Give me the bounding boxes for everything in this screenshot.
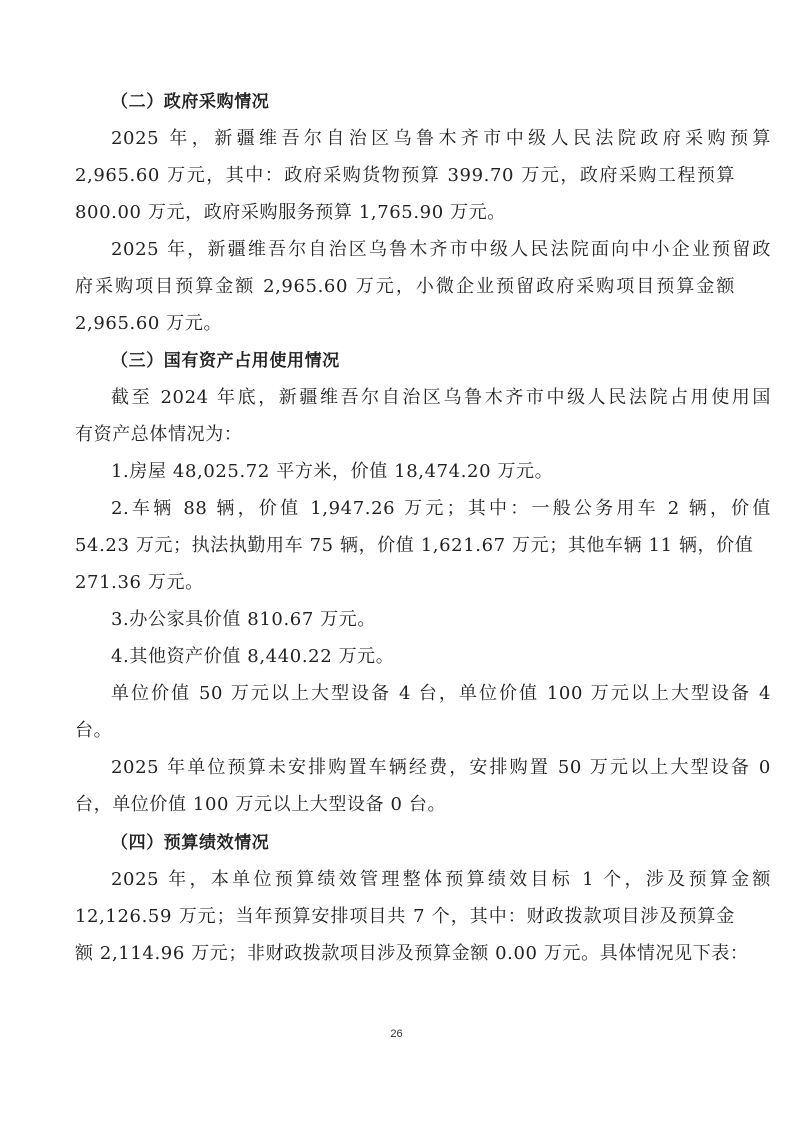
- section-heading-performance: （四）预算绩效情况: [111, 833, 270, 853]
- paragraph-line: 有资产总体情况为：: [75, 424, 243, 445]
- section-heading-assets: （三）国有资产占用使用情况: [111, 351, 340, 371]
- asset-item-vehicles: 2.车辆 88 辆，价值 1,947.26 万元；其中：一般公务用车 2 辆，价值: [111, 498, 771, 519]
- paragraph-line: 2,965.60 万元。: [75, 313, 223, 334]
- paragraph-line: 2,965.60 万元，其中：政府采购货物预算 399.70 万元，政府采购工程预算: [75, 165, 735, 186]
- paragraph-line: 额 2,114.96 万元；非财政拨款项目涉及预算金额 0.00 万元。具体情况见下表：: [75, 943, 749, 964]
- paragraph-line: 800.00 万元，政府采购服务预算 1,765.90 万元。: [75, 202, 506, 223]
- paragraph-line: 台。: [75, 720, 113, 741]
- asset-item-housing: 1.房屋 48,025.72 平方米，价值 18,474.20 万元。: [111, 461, 554, 482]
- paragraph-line: 府采购项目预算金额 2,965.60 万元，小微企业预留政府采购项目预算金额: [75, 276, 735, 297]
- paragraph-line: 54.23 万元；执法执勤用车 75 辆，价值 1,621.67 万元；其他车辆 11 辆，价值: [75, 535, 754, 556]
- asset-item-furniture: 3.办公家具价值 810.67 万元。: [111, 609, 376, 630]
- asset-item-other: 4.其他资产价值 8,440.22 万元。: [111, 646, 395, 667]
- section-heading-procurement: （二）政府采购情况: [111, 92, 270, 112]
- paragraph-line: 2025 年，本单位预算绩效管理整体预算绩效目标 1 个，涉及预算金额: [111, 869, 771, 890]
- paragraph-line: 271.36 万元。: [75, 572, 204, 593]
- paragraph-line: 台，单位价值 100 万元以上大型设备 0 台。: [75, 794, 447, 815]
- page-number: 26: [390, 1028, 403, 1040]
- paragraph-line: 2025 年，新疆维吾尔自治区乌鲁木齐市中级人民法院面向中小企业预留政: [111, 239, 771, 260]
- paragraph-line: 2025 年单位预算未安排购置车辆经费，安排购置 50 万元以上大型设备 0: [111, 757, 771, 778]
- paragraph-line: 截至 2024 年底，新疆维吾尔自治区乌鲁木齐市中级人民法院占用使用国: [111, 387, 771, 408]
- paragraph-line: 12,126.59 万元；当年预算安排项目共 7 个，其中：财政拨款项目涉及预算金: [75, 906, 735, 927]
- paragraph-line: 单位价值 50 万元以上大型设备 4 台，单位价值 100 万元以上大型设备 4: [111, 683, 771, 704]
- paragraph-line: 2025 年，新疆维吾尔自治区乌鲁木齐市中级人民法院政府采购预算: [111, 128, 771, 149]
